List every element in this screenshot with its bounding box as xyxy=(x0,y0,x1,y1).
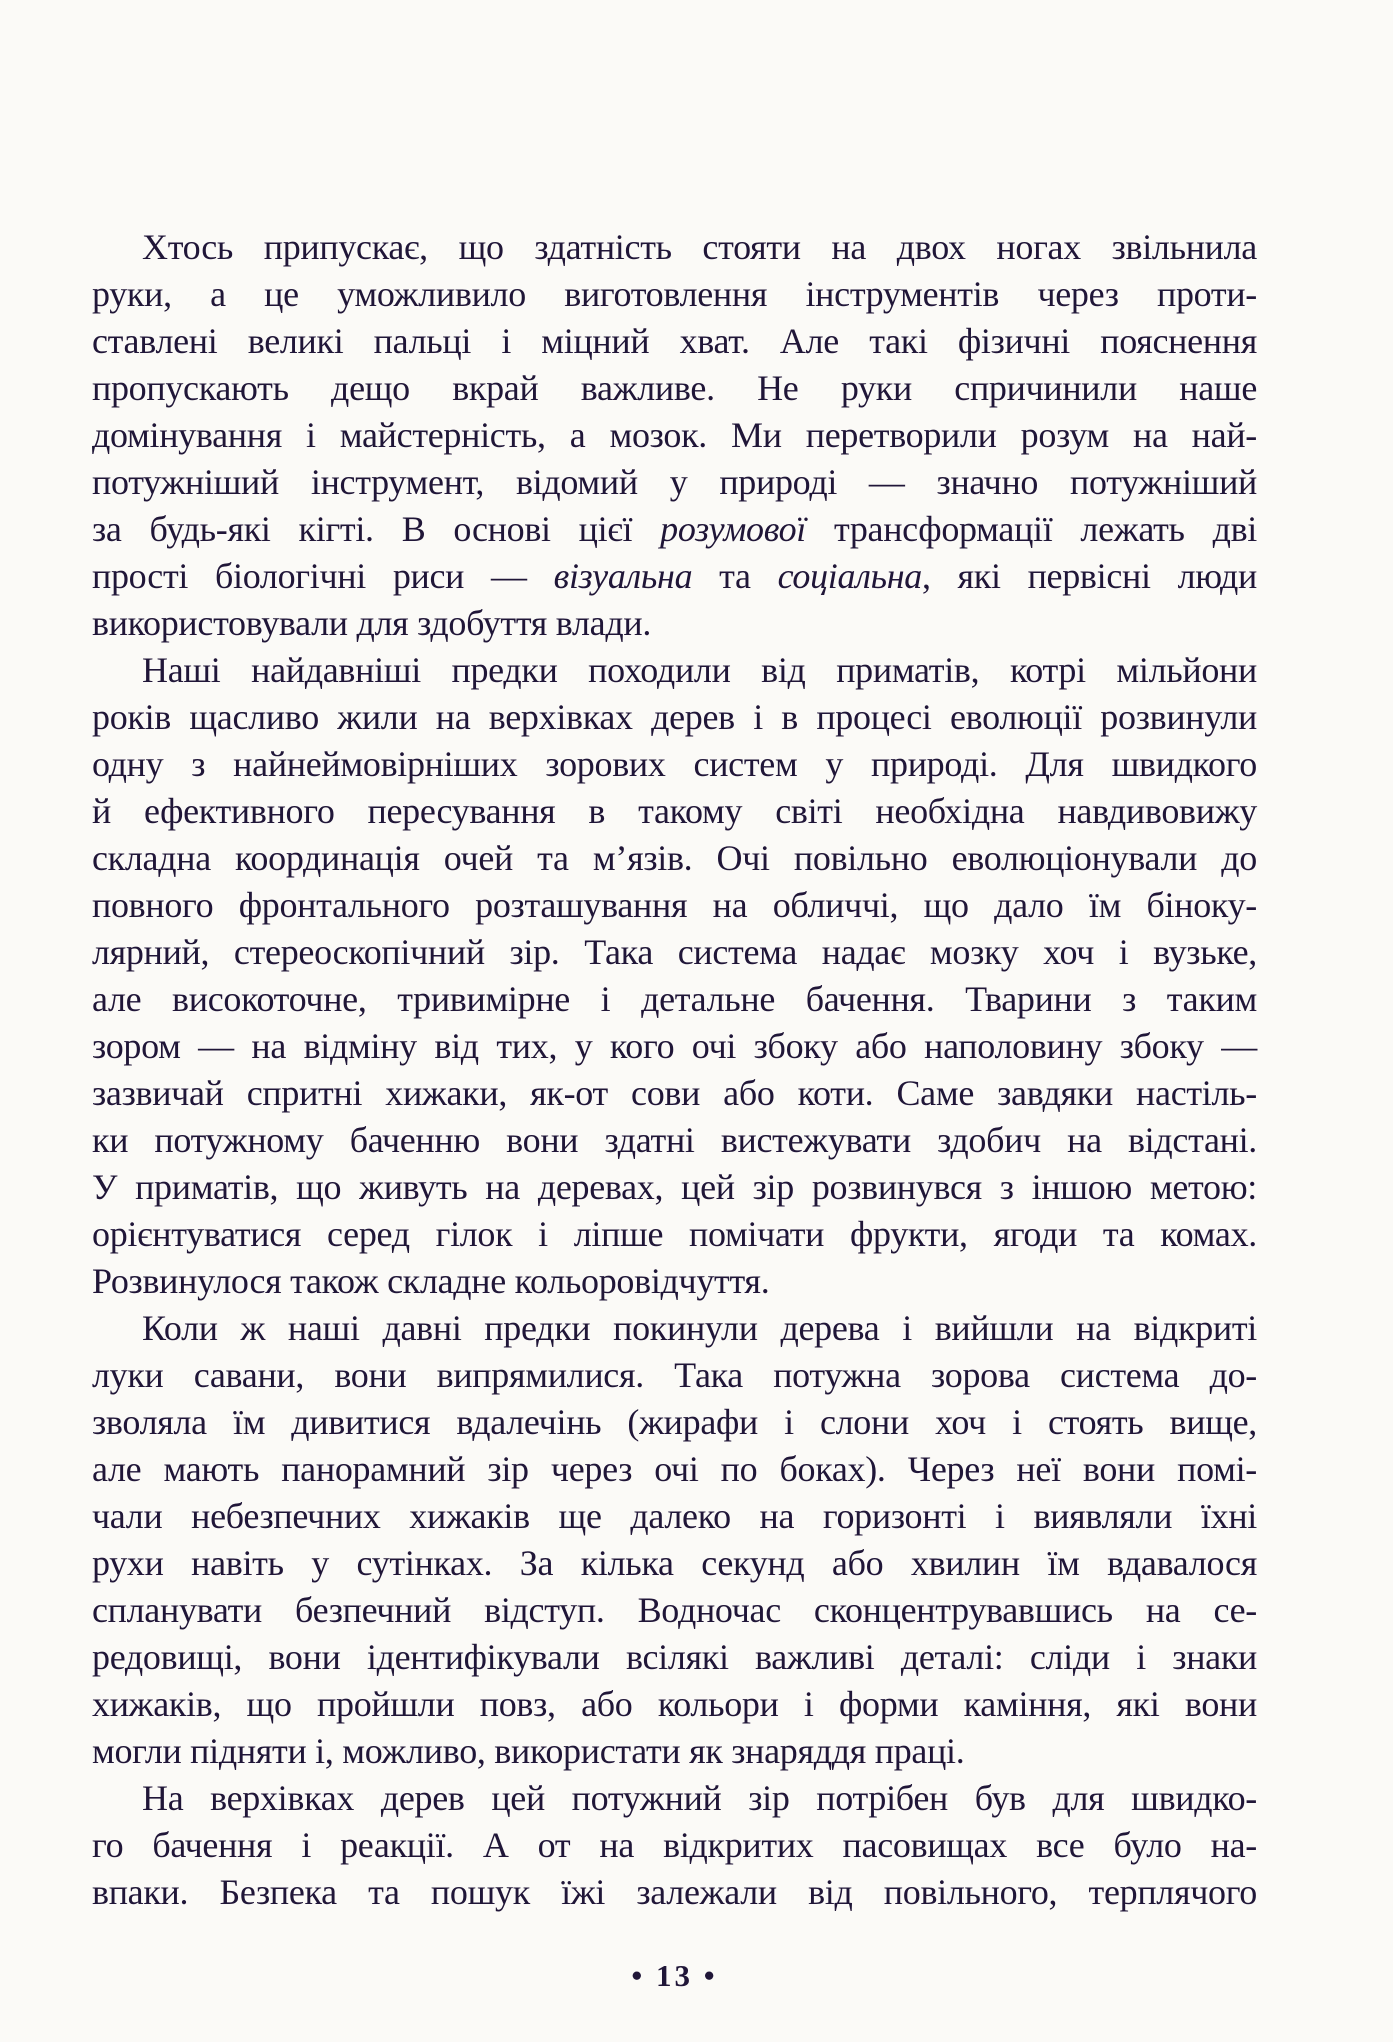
text-segment: хижаків, що пройшли повз, або кольори і форми каміння, які вони xyxy=(92,1684,1257,1724)
text-line xyxy=(92,1634,1257,1681)
text-segment: спланувати безпечний відступ. Водночас сконцентрувавшись на се- xyxy=(92,1590,1257,1630)
text-line xyxy=(92,835,1257,882)
text-line xyxy=(92,741,1257,788)
text-line xyxy=(92,1728,1257,1775)
text-segment: У приматів, що живуть на деревах, цей зір розвинувся з іншою метою: xyxy=(92,1167,1257,1207)
text-line xyxy=(92,1211,1257,1258)
text-line xyxy=(92,647,1257,694)
text-line xyxy=(92,694,1257,741)
text-segment: лярний, стереоскопічний зір. Така система надає мозку хоч і вузьке, xyxy=(92,932,1257,972)
text-segment: зволяла їм дивитися вдалечінь (жирафи і слони хоч і стоять вище, xyxy=(92,1402,1257,1442)
text-segment: але високоточне, тривимірне і детальне бачення. Тварини з таким xyxy=(92,979,1257,1019)
text-segment: редовищі, вони ідентифікували всілякі важливі деталі: сліди і знаки xyxy=(92,1637,1257,1677)
text-segment: рухи навіть у сутінках. За кілька секунд або хвилин їм вдавалося xyxy=(92,1543,1257,1583)
text-line xyxy=(92,929,1257,976)
text-segment: чали небезпечних хижаків ще далеко на горизонті і виявляли їхні xyxy=(92,1496,1257,1536)
text-line xyxy=(92,412,1257,459)
page-number: • 13 • xyxy=(631,1958,718,1993)
text-line xyxy=(92,224,1257,271)
paragraph xyxy=(92,224,1257,647)
text-segment: орієнтуватися серед гілок і ліпше помічати фрукти, ягоди та комах. xyxy=(92,1214,1257,1254)
text-line xyxy=(92,1775,1257,1822)
text-line xyxy=(92,788,1257,835)
text-segment: руки, а це уможливило виготовлення інструментів через проти- xyxy=(92,274,1257,314)
text-segment: могли підняти і, можливо, використати як знаряддя праці. xyxy=(92,1731,965,1771)
italic-text-segment: соціальна xyxy=(777,556,922,596)
text-segment: використовували для здобуття влади. xyxy=(92,603,652,643)
text-line xyxy=(92,1070,1257,1117)
text-line xyxy=(92,1352,1257,1399)
text-line xyxy=(92,553,1257,600)
text-line xyxy=(92,882,1257,929)
text-line xyxy=(92,1446,1257,1493)
text-line xyxy=(92,506,1257,553)
text-segment: На верхівках дерев цей потужний зір потрібен був для швидко- xyxy=(142,1778,1257,1818)
paragraph xyxy=(92,647,1257,1305)
text-segment: зазвичай спритні хижаки, як-от сови або коти. Саме завдяки настіль- xyxy=(92,1073,1257,1113)
text-segment: ки потужному баченню вони здатні вистежувати здобич на відстані. xyxy=(92,1120,1257,1160)
italic-text-segment: візуальна xyxy=(553,556,693,596)
text-line xyxy=(92,318,1257,365)
text-segment: впаки. Безпека та пошук їжі залежали від повільного, терплячого xyxy=(92,1872,1257,1912)
text-line xyxy=(92,1869,1257,1916)
text-line xyxy=(92,1305,1257,1352)
text-line xyxy=(92,271,1257,318)
text-line xyxy=(92,1587,1257,1634)
text-segment: повного фронтального розташування на обличчі, що дало їм біноку- xyxy=(92,885,1257,925)
text-segment: , які первісні люди xyxy=(921,556,1257,596)
text-segment: го бачення і реакції. А от на відкритих пасовищах все було на- xyxy=(92,1825,1257,1865)
text-segment: зором — на відміну від тих, у кого очі збоку або наполовину збоку — xyxy=(92,1026,1257,1066)
italic-text-segment: розумової xyxy=(660,509,806,549)
text-line xyxy=(92,1117,1257,1164)
text-segment: Наші найдавніші предки походили від приматів, котрі мільйони xyxy=(142,650,1257,690)
text-line xyxy=(92,1681,1257,1728)
paragraph xyxy=(92,1305,1257,1775)
text-line xyxy=(92,1023,1257,1070)
text-block xyxy=(92,224,1257,1916)
text-segment: але мають панорамний зір через очі по боках). Через неї вони помі- xyxy=(92,1449,1257,1489)
text-line xyxy=(92,1399,1257,1446)
text-segment: за будь-які кігті. В основі цієї xyxy=(92,509,661,549)
text-segment: пропускають дещо вкрай важливе. Не руки спричинили наше xyxy=(92,368,1257,408)
text-line xyxy=(92,1164,1257,1211)
text-segment: та xyxy=(692,556,778,596)
text-line xyxy=(92,1258,1257,1305)
text-segment: домінування і майстерність, а мозок. Ми перетворили розум на най- xyxy=(92,415,1257,455)
text-segment: й ефективного пересування в такому світі необхідна навдивовижу xyxy=(92,791,1257,831)
text-segment: Коли ж наші давні предки покинули дерева і вийшли на відкриті xyxy=(142,1308,1257,1348)
text-segment: потужніший інструмент, відомий у природі — значно потужніший xyxy=(92,462,1257,502)
text-segment: прості біологічні риси — xyxy=(92,556,554,596)
text-line xyxy=(92,459,1257,506)
text-segment: Розвинулося також складне кольоровідчуття. xyxy=(92,1261,770,1301)
text-segment: одну з найнеймовірніших зорових систем у природі. Для швидкого xyxy=(92,744,1257,784)
text-segment: років щасливо жили на верхівках дерев і в процесі еволюції розвинули xyxy=(92,697,1257,737)
text-segment: трансформації лежать дві xyxy=(806,509,1257,549)
text-segment: луки савани, вони випрямилися. Така потужна зорова система до- xyxy=(92,1355,1257,1395)
text-segment: Хтось припускає, що здатність стояти на двох ногах звільнила xyxy=(142,227,1257,267)
text-line xyxy=(92,1493,1257,1540)
text-segment: ставлені великі пальці і міцний хват. Але такі фізичні пояснення xyxy=(92,321,1257,361)
paragraph xyxy=(92,1775,1257,1916)
text-line xyxy=(92,976,1257,1023)
text-line xyxy=(92,1540,1257,1587)
text-line xyxy=(92,1822,1257,1869)
text-line xyxy=(92,600,1257,647)
text-segment: складна координація очей та м’язів. Очі повільно еволюціонували до xyxy=(92,838,1257,878)
text-line xyxy=(92,365,1257,412)
